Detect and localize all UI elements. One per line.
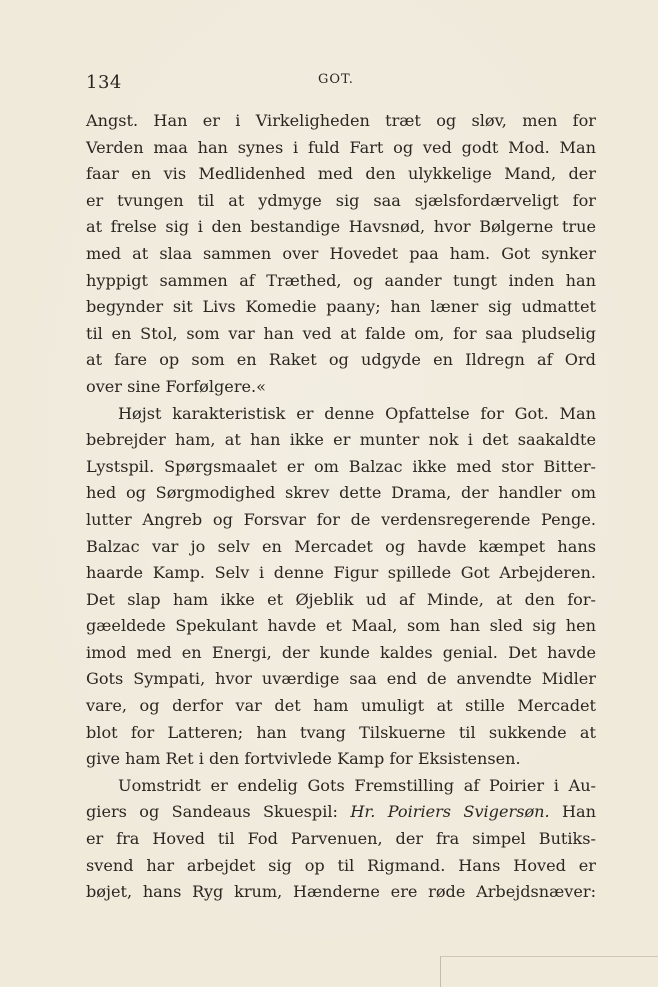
text-line: svend har arbejdet sig op til Rigmand. Hans Hoved er [86, 855, 596, 875]
text-line: Angst. Han er i Virkeligheden træt og sløv, men for [86, 111, 596, 130]
text-line: hed og Sørgmodighed skrev dette Drama, der handler om [86, 483, 596, 503]
page-number: 134 [86, 72, 122, 93]
text-line: Gots Sympati, hvor uværdige saa end de anvendte Midler [86, 669, 596, 689]
text-line: imod med en Energi, der kunde kaldes genial. Det havde [86, 642, 596, 662]
running-head: GOT. [318, 72, 354, 87]
text-line: bebrejder ham, at han ikke er munter nok i det saakaldte [86, 430, 596, 450]
text-line: Højst karakteristisk er denne Opfattelse for Got. Man [118, 403, 596, 423]
text-line: Balzac var jo selv en Mercadet og havde kæmpet hans [86, 536, 596, 556]
text-line [86, 799, 596, 826]
text-line: Verden maa han synes i fuld Fart og ved godt Mod. Man [86, 137, 596, 157]
text-line: haarde Kamp. Selv i denne Figur spillede Got Arbejderen. [86, 563, 596, 583]
text-line: er fra Hoved til Fod Parvenuen, der fra simpel Butiks- [86, 829, 596, 849]
text-line: at fare op som en Raket og udgyde en Ildregn af Ord [86, 350, 596, 370]
text-line: blot for Latteren; han tvang Tilskuerne til sukkende at [86, 722, 596, 742]
text-line: hyppigt sammen af Træthed, og aander tungt inden han [86, 270, 596, 290]
text-line: er tvungen til at ydmyge sig saa sjælsfordærveligt for [86, 190, 596, 210]
text-line: faar en vis Medlidenhed med den ulykkelige Mand, der [86, 164, 596, 184]
text-line: Det slap ham ikke et Øjeblik ud af Minde, at den for- [86, 589, 596, 609]
page-corner-mark [440, 956, 658, 987]
text-line: til en Stol, som var han ved at falde om, for saa pludselig [86, 323, 596, 343]
text-line: vare, og derfor var det ham umuligt at stille Mercadet [86, 696, 596, 716]
text-fragment: Han [549, 802, 596, 822]
page-header [0, 70, 658, 94]
text-fragment: giers og Sandeaus Skuespil: [86, 802, 351, 822]
text-line: gæeldede Spekulant havde et Maal, som han sled sig hen [86, 616, 596, 636]
text-line: over sine Forfølgere.« [86, 376, 266, 396]
text-line: begynder sit Livs Komedie paany; han læner sig udmattet [86, 297, 596, 317]
text-line: Uomstridt er endelig Gots Fremstilling af Poirier i Au- [118, 775, 596, 795]
text-line: med at slaa sammen over Hovedet paa ham. Got synker [86, 243, 596, 263]
text-line: at frelse sig i den bestandige Havsnød, hvor Bølgerne true [86, 217, 596, 237]
play-title: Hr. Poiriers Svigersøn. [350, 802, 550, 822]
body-text [86, 108, 596, 906]
text-line: give ham Ret i den fortvivlede Kamp for Eksistensen. [86, 749, 521, 769]
text-line: bøjet, hans Ryg krum, Hænderne ere røde Arbejdsnæver: [86, 882, 596, 902]
text-line: lutter Angreb og Forsvar for de verdensregerende Penge. [86, 509, 596, 529]
text-line: Lystspil. Spørgsmaalet er om Balzac ikke med stor Bitter- [86, 456, 596, 476]
